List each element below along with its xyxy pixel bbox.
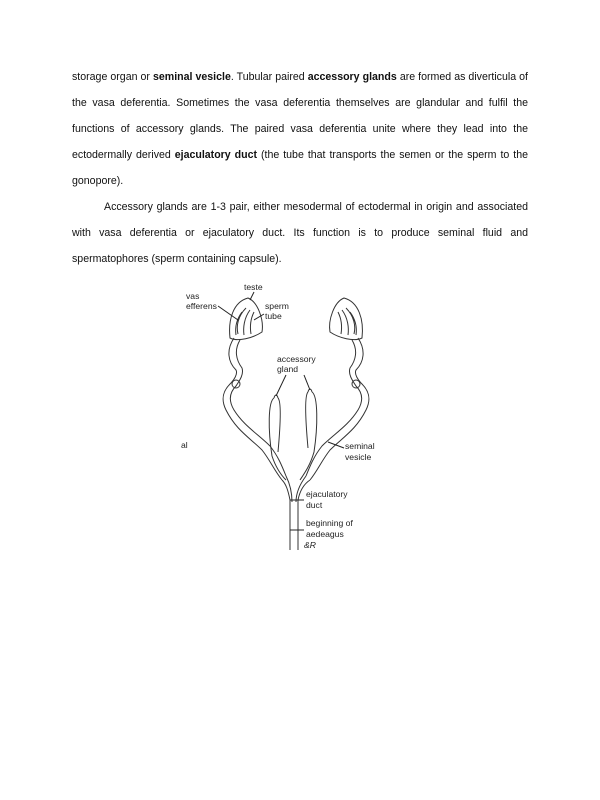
text-run: are formed as diverticula of the vasa deferentia. Sometimes the vasa deferentia themselves are glandular and fulfil the functions of accessory glands. The paired vasa deferentia unite where they lead into the ectodermally derived [72,71,529,161]
left-testis [230,298,263,340]
label-fragment: al [181,440,188,450]
label-sperm-tube: tube [265,311,282,321]
text-run: (the tube that transports the semen or the sperm to the gonopore). [72,149,529,187]
figure-drawing [178,280,388,560]
label-aedeagus: aedeagus [306,529,344,539]
label-sperm: sperm [265,301,289,311]
term-accessory-glands: accessory glands [307,71,397,83]
label-seminal: seminal [345,441,375,451]
label-accessory: accessory [277,354,316,364]
label-gland: gland [277,364,299,374]
term-seminal-vesicle: seminal vesicle [153,71,231,83]
label-beginning-of: beginning of [306,518,353,528]
label-vas: vas [186,291,200,301]
text-run: . Tubular paired [230,71,308,83]
term-ejaculatory-duct: ejaculatory duct [174,149,258,161]
label-ejaculatory-duct: duct [306,500,323,510]
paragraph-2: Accessory glands are 1-3 pair, either mesodermal of ectodermal in origin and associated with vasa deferentia or ejaculatory duct. Its function is to produce seminal fluid and spermatophores (sperm containing capsule). [72,201,528,265]
text-run: storage organ or [72,71,153,83]
label-seminal-vesicle: vesicle [345,452,372,462]
label-teste: teste [244,282,263,292]
label-vas-efferens: efferens [186,301,217,311]
paragraph-1 [72,64,528,194]
reproductive-system-figure [178,280,388,560]
right-testis [330,298,363,340]
label-ejaculatory: ejaculatory [306,489,348,499]
artist-signature: &R [304,540,316,550]
